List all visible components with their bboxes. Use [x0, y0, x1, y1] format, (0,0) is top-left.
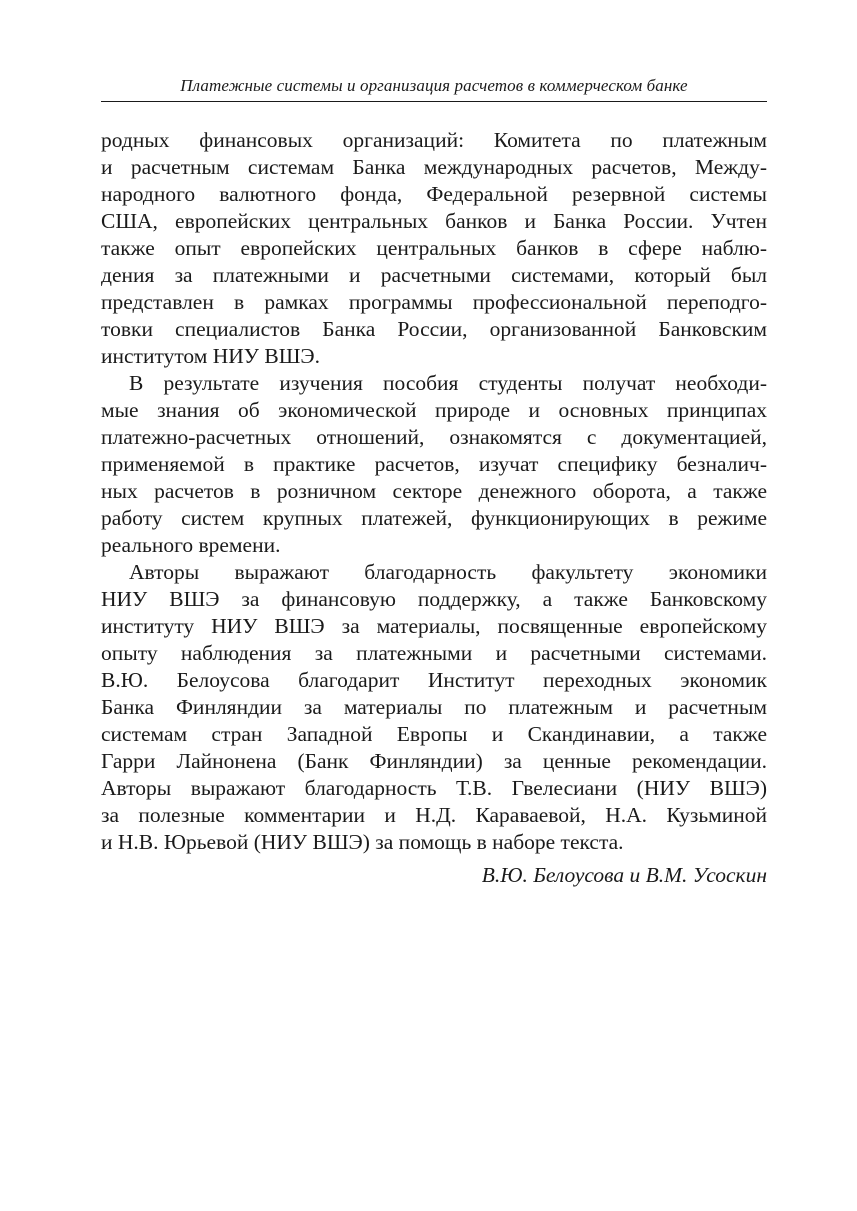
text-line: работу систем крупных платежей, функционирующих в режиме	[101, 506, 767, 530]
text-line: институтом НИУ ВШЭ.	[101, 344, 320, 368]
paragraph-2	[101, 370, 767, 559]
header-rule	[101, 101, 767, 102]
text-line: и Н.В. Юрьевой (НИУ ВШЭ) за помощь в наборе текста.	[101, 830, 624, 854]
author-signature: В.Ю. Белоусова и В.М. Усоскин	[481, 863, 767, 887]
text-line: применяемой в практике расчетов, изучат специфику безналич-	[101, 452, 767, 476]
text-line: В.Ю. Белоусова благодарит Институт переходных экономик	[101, 668, 767, 692]
text-line: институту НИУ ВШЭ за материалы, посвященные европейскому	[101, 614, 767, 638]
text-line: родных финансовых организаций: Комитета по платежным	[101, 128, 767, 152]
body-text	[101, 127, 767, 856]
text-line: за полезные комментарии и Н.Д. Караваевой, Н.А. Кузьминой	[101, 803, 767, 827]
text-line: НИУ ВШЭ за финансовую поддержку, а также Банковскому	[101, 587, 767, 611]
paragraph-3	[101, 559, 767, 856]
text-line: Авторы выражают благодарность факультету экономики	[129, 560, 767, 584]
text-line: ных расчетов в розничном секторе денежного оборота, а также	[101, 479, 767, 503]
text-line: также опыт европейских центральных банков в сфере наблю-	[101, 236, 767, 260]
text-line: платежно-расчетных отношений, ознакомятся с документацией,	[101, 425, 767, 449]
text-line: Банка Финляндии за материалы по платежным и расчетным	[101, 695, 767, 719]
text-line: Гарри Лайнонена (Банк Финляндии) за ценные рекомендации.	[101, 749, 767, 773]
text-line: Авторы выражают благодарность Т.В. Гвелесиани (НИУ ВШЭ)	[101, 776, 767, 800]
text-line: народного валютного фонда, Федеральной резервной системы	[101, 182, 767, 206]
text-line: В результате изучения пособия студенты получат необходи-	[129, 371, 767, 395]
text-line: реального времени.	[101, 533, 281, 557]
text-line: системам стран Западной Европы и Скандинавии, а также	[101, 722, 767, 746]
text-line: мые знания об экономической природе и основных принципах	[101, 398, 767, 422]
text-line: представлен в рамках программы профессиональной переподго-	[101, 290, 767, 314]
text-line: товки специалистов Банка России, организованной Банковским	[101, 317, 767, 341]
text-line: дения за платежными и расчетными системами, который был	[101, 263, 767, 287]
running-header: Платежные системы и организация расчетов в коммерческом банке	[180, 76, 688, 95]
text-line: и расчетным системам Банка международных расчетов, Между-	[101, 155, 767, 179]
paragraph-1	[101, 127, 767, 370]
text-line: опыту наблюдения за платежными и расчетными системами.	[101, 641, 767, 665]
text-line: США, европейских центральных банков и Банка России. Учтен	[101, 209, 767, 233]
